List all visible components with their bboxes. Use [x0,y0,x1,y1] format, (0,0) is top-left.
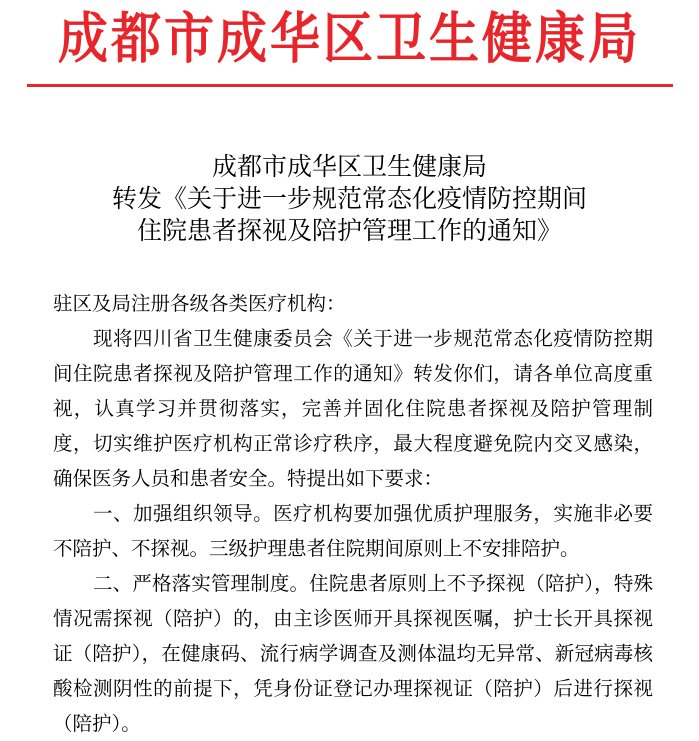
document-title-line-2: 转发《关于进一步规范常态化疫情防控期间 [111,184,587,213]
letterhead-title: 成都市成华区卫生健康局 [58,7,641,71]
paragraph-requirement-2: 二、严格落实管理制度。住院患者原则上不予探视（陪护），特殊情况需探视（陪护）的，由主诊医师开具探视医嘱，护士长开具探视证（陪护），在健康码、流行病学调查及测体温均无异常、新冠病毒核酸检测阴性的前提下，凭身份证登记办理探视证（陪护）后进行探视（陪护）。 [53,572,653,735]
document-title [0,151,699,247]
letterhead [0,0,699,92]
salutation: 驻区及局注册各级各类医疗机构： [53,292,346,315]
letterhead-red-rule [27,84,673,87]
document-title-line-3: 住院患者探视及陪护管理工作的通知》 [136,216,562,245]
paragraph-requirement-1: 一、加强组织领导。医疗机构要加强优质护理服务，实施非必要不陪护、不探视。三级护理患者住院期间原则上不安排陪护。 [53,502,653,560]
document-body [53,286,653,741]
document-title-line-1: 成都市成华区卫生健康局 [211,152,487,181]
paragraph-intro: 现将四川省卫生健康委员会《关于进一步规范常态化疫情防控期间住院患者探视及陪护管理工作的通知》转发你们，请各单位高度重视，认真学习并贯彻落实，完善并固化住院患者探视及陪护管理制度，切实维护医疗机构正常诊疗秩序，最大程度避免院内交叉感染，确保医务人员和患者安全。特提出如下要求： [53,327,653,490]
